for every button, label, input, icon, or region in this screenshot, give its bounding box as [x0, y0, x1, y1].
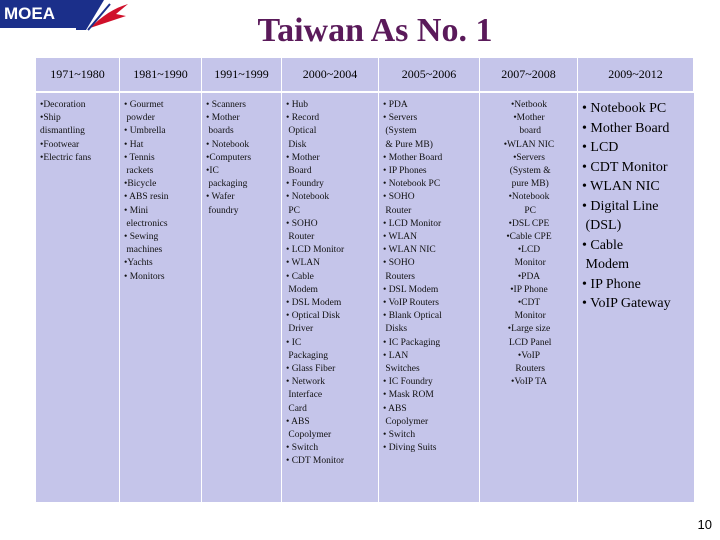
list-item: • Mini electronics — [124, 205, 168, 229]
list-item: • WLAN NIC — [582, 179, 660, 194]
list-item: • LCD — [582, 140, 619, 155]
list-item: • IC Packaging — [383, 337, 441, 348]
list-item: • Notebook PC — [383, 179, 441, 190]
list-item: •VoIP Routers — [515, 350, 545, 375]
page-title: Taiwan As No. 1 — [257, 12, 493, 49]
list-item: • Gourmet powder — [124, 100, 164, 124]
list-item: • Notebook PC — [582, 101, 667, 116]
list-item: • SOHO Router — [383, 192, 415, 216]
list-item: • VoIP Routers — [383, 298, 439, 309]
list-item: • WLAN NIC — [383, 245, 436, 256]
logo-text: MOEA — [4, 4, 55, 23]
list-item: • IC Foundry — [383, 377, 433, 388]
list-item: •PDA — [517, 271, 541, 282]
list-item: •LCD Monitor — [514, 245, 546, 269]
list-item: • ABS Copolymer — [383, 403, 429, 427]
list-item: • Diving Suits — [383, 443, 437, 454]
list-item: • Mask ROM — [383, 390, 434, 401]
header-1981-1990: 1981~1990 — [120, 58, 202, 91]
list-item: • Notebook — [206, 139, 250, 150]
list-item: •Netbook — [510, 100, 548, 110]
list-item: •DSL CPE — [508, 218, 550, 229]
list-item: •Footwear — [40, 139, 80, 150]
list-item: • Cable Modem — [582, 237, 630, 272]
list-item: • Switch — [286, 443, 319, 454]
list-item: •CDT Monitor — [514, 298, 546, 322]
list-item: • WLAN — [286, 258, 321, 269]
list-item: • Servers (System & Pure MB) — [383, 113, 433, 150]
list-item: • WLAN — [383, 232, 418, 243]
list-item: •Mother board — [513, 113, 545, 137]
list-item: • Sewing machines — [124, 232, 163, 256]
list-item: • Mother Board — [286, 152, 320, 177]
list-item: • Tennis rackets — [124, 152, 155, 177]
page-number: 10 — [697, 517, 712, 532]
list-item: • Digital Line (DSL) — [582, 198, 659, 233]
list-item: •Computers — [206, 152, 252, 163]
header-1991-1999: 1991~1999 — [202, 58, 282, 91]
list-item: •Servers (System & pure MB) — [509, 152, 551, 190]
column-2007-2008 — [480, 91, 578, 502]
list-item: • Mother Board — [582, 120, 670, 136]
list-item: •Cable CPE — [506, 232, 552, 243]
list-item: • LAN Switches — [383, 350, 420, 375]
list-item: •Electric fans — [40, 152, 92, 163]
list-item: • Wafer foundry — [206, 192, 239, 216]
list-item: • IC Packaging — [286, 337, 328, 361]
list-item: • CDT Monitor — [582, 159, 668, 175]
list-item: •IC packaging — [206, 166, 248, 190]
list-item: • Scanners — [206, 100, 246, 110]
list-item: • Cable Modem — [286, 271, 318, 295]
list-item: • Monitors — [124, 271, 165, 282]
list-item: • LCD Monitor — [383, 218, 442, 229]
list-item: • ABS Copolymer — [286, 416, 332, 441]
header-2007-2008: 2007~2008 — [480, 58, 578, 91]
header-1971-1980: 1971~1980 — [36, 58, 120, 91]
list-item: •VoIP TA — [511, 377, 547, 388]
list-item: •Large size LCD Panel — [507, 324, 552, 348]
column-2000-2004 — [282, 91, 379, 502]
list-item: • Umbrella — [124, 126, 166, 137]
list-item: • Blank Optical Disks — [383, 311, 442, 335]
column-1971-1980 — [36, 91, 120, 502]
column-1981-1990 — [120, 91, 202, 502]
list-item: • Record Optical Disk — [286, 113, 320, 150]
list-item: • LCD Monitor — [286, 245, 345, 256]
list-item: • Glass Fiber — [286, 364, 336, 375]
list-item: •Yachts — [124, 258, 153, 269]
header-2009-2012: 2009~2012 — [578, 58, 694, 91]
list-item: • DSL Modem — [383, 284, 439, 295]
timeline-table — [36, 58, 694, 502]
list-item: •Decoration — [40, 100, 86, 110]
list-item: • ABS resin — [124, 192, 169, 203]
list-item: • SOHO Routers — [383, 258, 415, 282]
list-item: • Notebook PC — [286, 192, 330, 216]
list-item: • Network Interface Card — [286, 377, 325, 414]
list-item: • PDA — [383, 100, 408, 110]
header-2000-2004: 2000~2004 — [282, 58, 379, 91]
header-2005-2006: 2005~2006 — [379, 58, 480, 91]
list-item: • IP Phone — [582, 276, 641, 292]
column-1991-1999 — [202, 91, 282, 502]
list-item: •WLAN NIC — [503, 139, 555, 150]
column-2005-2006 — [379, 91, 480, 502]
list-item: • Mother Board — [383, 152, 443, 163]
list-item: • SOHO Router — [286, 218, 318, 243]
column-2009-2012 — [578, 91, 694, 502]
list-item: • Hat — [124, 139, 144, 150]
list-item: • VoIP Gateway — [582, 296, 671, 311]
list-item: • DSL Modem — [286, 298, 342, 309]
list-item: •Bicycle — [124, 179, 157, 190]
list-item: • CDT Monitor — [286, 456, 345, 467]
list-item: • Switch — [383, 430, 416, 441]
list-item: • Optical Disk Driver — [286, 311, 340, 335]
list-item: • IP Phones — [383, 166, 427, 177]
list-item: • Foundry — [286, 179, 324, 190]
list-item: •Ship dismantling — [40, 113, 85, 137]
list-item: • Hub — [286, 100, 309, 110]
list-item: •IP Phone — [510, 284, 548, 295]
list-item: • Mother boards — [206, 113, 240, 137]
list-item: •Notebook PC — [508, 192, 550, 216]
